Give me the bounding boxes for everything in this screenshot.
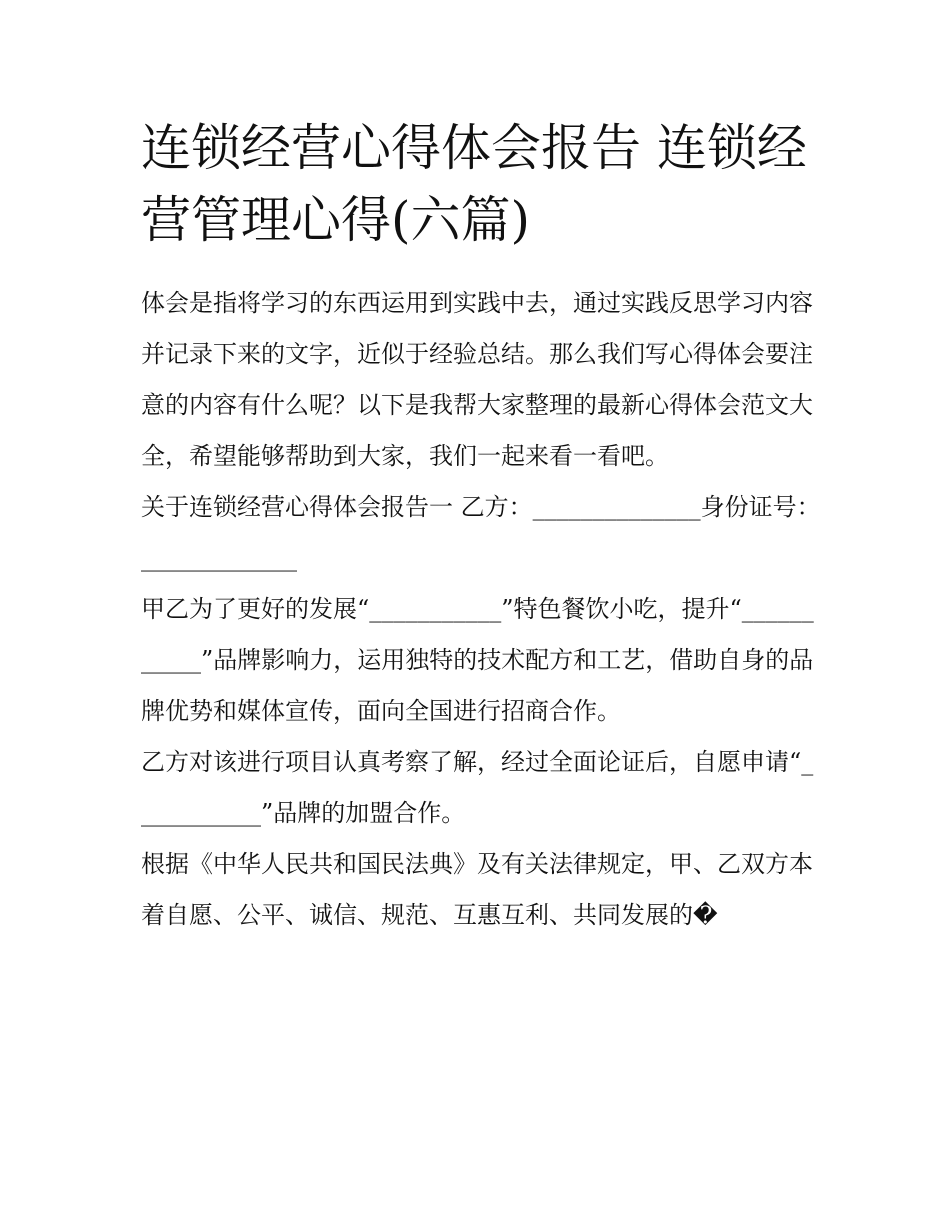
paragraph-purpose: 甲乙为了更好的发展“___________”特色餐饮小吃，提升“___________”品牌影响力，运用独特的技术配方和工艺，借助自身的品牌优势和媒体宣传，面向全国进行招商合作。 (141, 595, 814, 725)
paragraph-legal-basis: 根据《中华人民共和国民法典》及有关法律规定，甲、乙双方本着自愿、公平、诚信、规范、互惠互利、共同发展的� (141, 850, 813, 929)
document-content (141, 112, 821, 941)
paragraph-party-b: 关于连锁经营心得体会报告一 乙方：______________身份证号：_____________ (141, 493, 821, 572)
paragraph-application: 乙方对该进行项目认真考察了解，经过全面论证后，自愿申请“___________”品牌的加盟合作。 (141, 748, 814, 827)
document-title: 连锁经营心得体会报告 连锁经营管理心得(六篇) (141, 119, 807, 249)
paragraph-intro: 体会是指将学习的东西运用到实践中去，通过实践反思学习内容并记录下来的文字，近似于经验总结。那么我们写心得体会要注意的内容有什么呢？以下是我帮大家整理的最新心得体会范文大全，希望能够帮助到大家，我们一起来看一看吧。 (141, 289, 813, 470)
document-body (141, 278, 821, 941)
